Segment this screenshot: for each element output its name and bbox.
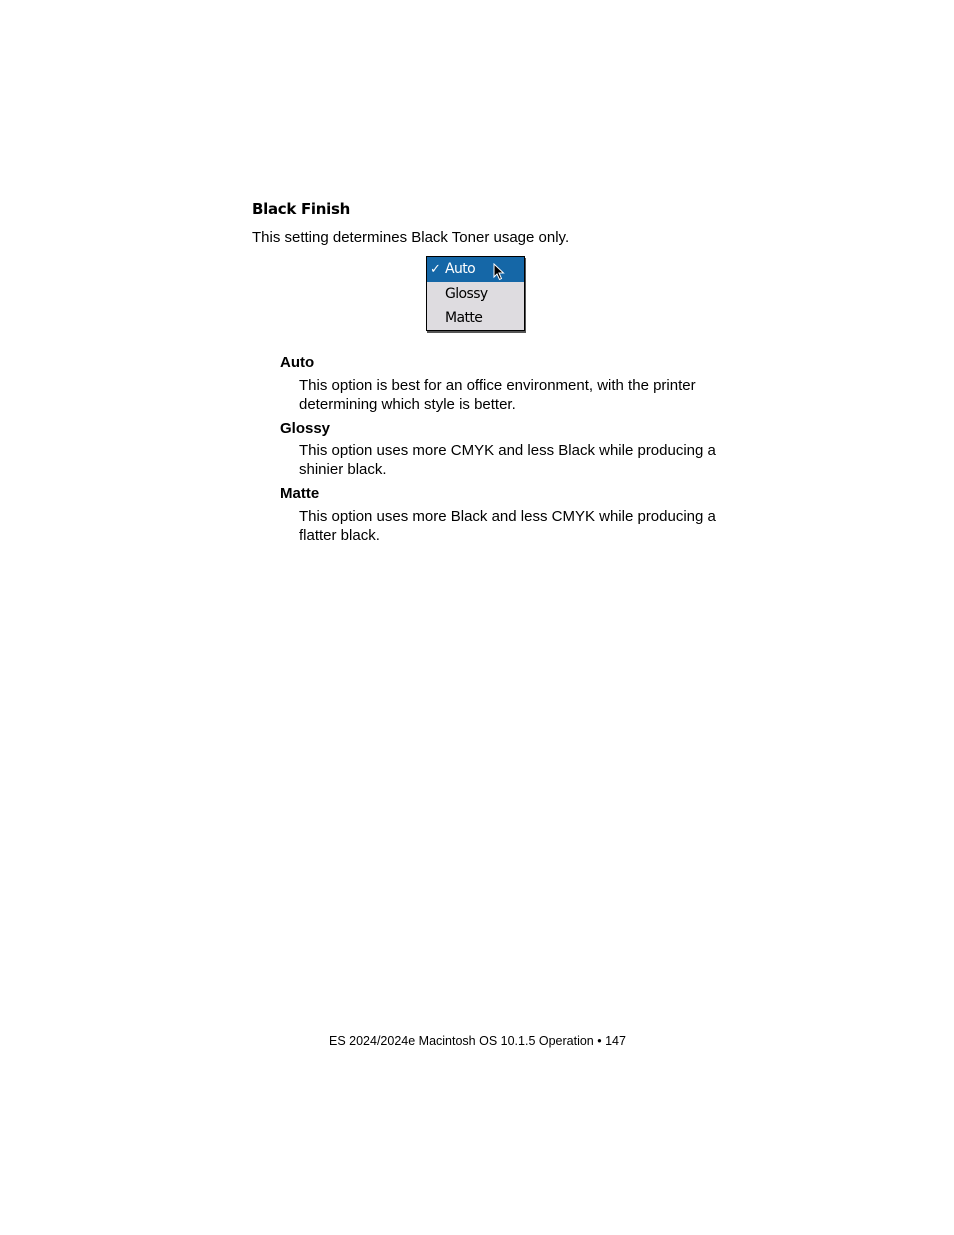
menu-item-auto[interactable]	[427, 257, 524, 282]
option-description-auto: This option is best for an office environment, with the printer determining which style is better.	[299, 377, 696, 413]
intro-text: This setting determines Black Toner usage only.	[252, 229, 570, 246]
section-title: Black Finish	[252, 200, 351, 218]
page-footer: ES 2024/2024e Macintosh OS 10.1.5 Operation • 147	[329, 1034, 626, 1048]
arrow-pointer-icon	[493, 263, 505, 281]
option-term-matte: Matte	[280, 485, 320, 502]
menu-item-matte[interactable]	[427, 306, 524, 330]
menu-item-label: Auto	[445, 261, 476, 277]
checkmark-icon: ✓	[430, 262, 441, 277]
option-description-matte: This option uses more Black and less CMYK while producing a flatter black.	[299, 508, 716, 544]
menu-item-label: Matte	[445, 310, 483, 326]
option-term-auto: Auto	[280, 354, 315, 371]
menu-item-glossy[interactable]	[427, 282, 524, 306]
option-description-glossy: This option uses more CMYK and less Black while producing a shinier black.	[299, 442, 716, 478]
option-term-glossy: Glossy	[280, 420, 331, 437]
menu-item-label: Glossy	[445, 286, 488, 302]
black-finish-menu[interactable]	[426, 256, 525, 331]
